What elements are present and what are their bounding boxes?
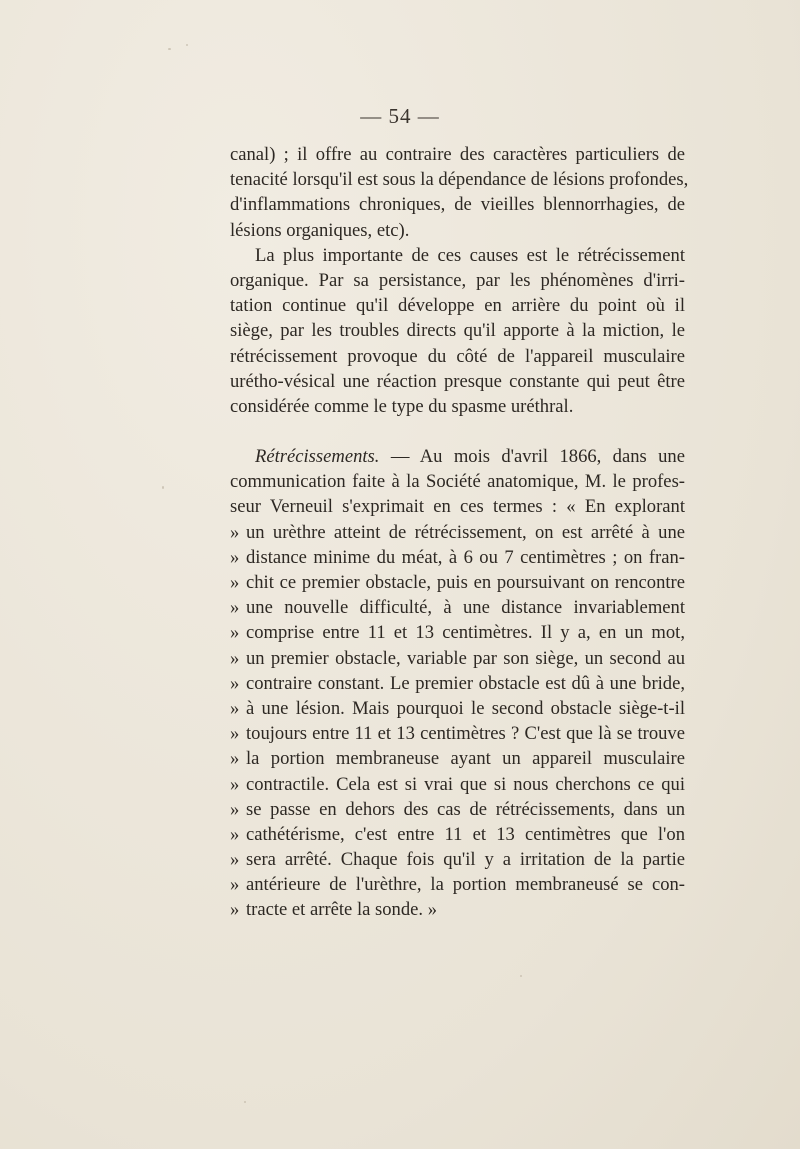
text-line: siège, par les troubles directs qu'il apporte à la miction, le: [230, 320, 685, 342]
section-heading: Rétrécissements.: [255, 446, 380, 468]
paper-speck: [520, 975, 522, 977]
paragraph-1: [230, 142, 689, 243]
guillemet-mark: »: [230, 521, 240, 543]
text-line: communication faite à la Société anatomique, M. le profes-: [230, 471, 685, 493]
quote-line: [230, 570, 685, 595]
quote-line: [230, 772, 685, 797]
guillemet-mark: »: [230, 798, 240, 820]
text-line: tation continue qu'il développe en arrière du point où il: [230, 295, 685, 317]
quote-line: [230, 620, 685, 645]
quote-text: cathétérisme, c'est entre 11 et 13 centimètres que l'on: [246, 823, 685, 845]
quote-line: [230, 797, 685, 822]
quote-text: contraire constant. Le premier obstacle est dû à une bride,: [246, 672, 685, 694]
guillemet-mark: »: [230, 572, 240, 593]
paper-speck: [168, 48, 171, 50]
quote-line: [230, 897, 685, 922]
guillemet-mark: »: [230, 748, 240, 770]
text-line: tenacité lorsqu'il est sous la dépendance de lésions profondes,: [230, 169, 689, 191]
guillemet-mark: »: [230, 697, 240, 719]
quote-text: tracte et arrête la sonde. »: [246, 899, 437, 921]
quote-text: contractile. Cela est si vrai que si nous cherchons ce qui: [246, 773, 685, 795]
quote-line: [230, 721, 685, 746]
quote-text: la portion membraneuse ayant un appareil musculaire: [246, 748, 685, 770]
text-line: urétho-vésical une réaction presque constante qui peut être: [230, 370, 685, 392]
quote-text: à une lésion. Mais pourquoi le second obstacle siège-t-il: [246, 697, 685, 719]
quote-text: distance minime du méat, à 6 ou 7 centimètres ; on fran-: [246, 546, 685, 568]
guillemet-mark: »: [230, 849, 240, 871]
quote-text: toujours entre 11 et 13 centimètres ? C'est que là se trouve: [246, 723, 685, 745]
guillemet-mark: »: [230, 773, 240, 795]
guillemet-mark: »: [230, 622, 240, 644]
paragraph-3: [230, 444, 685, 520]
quote-line: [230, 595, 685, 620]
paper-speck: [186, 44, 188, 46]
text-line: [230, 444, 685, 469]
text-line: considérée comme le type du spasme uréthral.: [230, 395, 574, 417]
guillemet-mark: »: [230, 723, 240, 745]
guillemet-mark: »: [230, 597, 240, 619]
quote-text: un urèthre atteint de rétrécissement, on est arrêté à une: [246, 521, 685, 543]
quote-text: se passe en dehors des cas de rétrécissements, dans un: [246, 798, 685, 820]
text-fragment: — Au mois d'avril 1866, dans une: [390, 446, 685, 468]
text-line: rétrécissement provoque du côté de l'appareil musculaire: [230, 345, 685, 367]
guillemet-mark: »: [230, 823, 240, 845]
quote-text: antérieure de l'urèthre, la portion membraneusé se con-: [246, 874, 685, 896]
quote-text: comprise entre 11 et 13 centimètres. Il y a, en un mot,: [246, 622, 685, 644]
body-text: [230, 142, 689, 923]
guillemet-mark: »: [230, 546, 240, 568]
quote-text: un premier obstacle, variable par son siège, un second au: [246, 647, 685, 669]
guillemet-mark: »: [230, 647, 240, 669]
text-line: d'inflammations chroniques, de vieilles blennorrhagies, de: [230, 194, 685, 216]
paper-speck: [162, 486, 164, 489]
guillemet-mark: »: [230, 899, 240, 921]
page-number: — 54 —: [360, 104, 440, 128]
quote-line: [230, 746, 685, 771]
quotation-block: [230, 520, 685, 923]
quote-line: [230, 520, 685, 545]
quote-line: [230, 872, 685, 897]
quote-text: sera arrêté. Chaque fois qu'il y a irritation de la partie: [246, 849, 685, 871]
paper-speck: [244, 1101, 246, 1103]
quote-text: chit ce premier obstacle, puis en poursuivant on rencontre: [246, 572, 685, 593]
text-line: organique. Par sa persistance, par les phénomènes d'irri-: [230, 269, 685, 291]
quote-line: [230, 847, 685, 872]
text-line: lésions organiques, etc).: [230, 219, 410, 241]
quote-text: une nouvelle difficulté, à une distance invariablement: [246, 597, 685, 619]
quote-line: [230, 696, 685, 721]
guillemet-mark: »: [230, 874, 240, 896]
text-line: La plus importante de ces causes est le rétrécissement: [255, 244, 685, 266]
guillemet-mark: »: [230, 672, 240, 694]
paragraph-2: [230, 243, 685, 419]
text-line: canal) ; il offre au contraire des caractères particuliers de: [230, 144, 685, 165]
paragraph-gap: [230, 419, 685, 444]
quote-line: [230, 671, 685, 696]
text-line: seur Verneuil s'exprimait en ces termes : « En explorant: [230, 496, 685, 518]
quote-line: [230, 545, 685, 570]
quote-line: [230, 646, 685, 671]
quote-line: [230, 822, 685, 847]
